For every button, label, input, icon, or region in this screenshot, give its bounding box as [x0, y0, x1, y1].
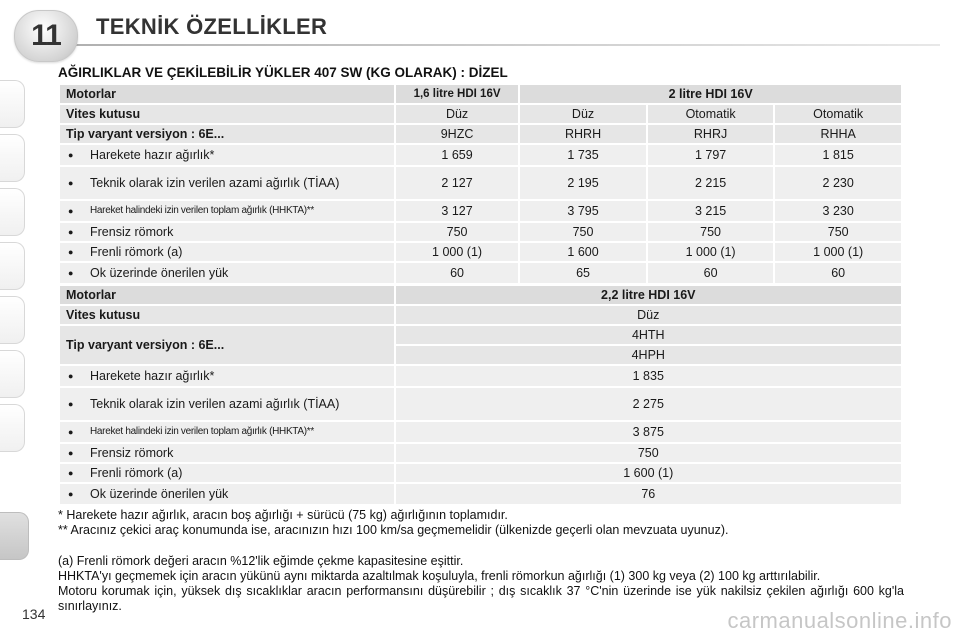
- weight-value: 750: [396, 444, 901, 462]
- variant-value: 4HTH: [396, 326, 901, 344]
- bullet-dot-icon: ●: [68, 178, 74, 188]
- section-title: AĞIRLIKLAR VE ÇEKİLEBİLİR YÜKLER 407 SW (KG OLARAK) : DİZEL: [58, 65, 508, 80]
- table-row: [60, 243, 901, 261]
- weight-label: Teknik olarak izin verilen azami ağırlık (TİAA): [90, 176, 340, 190]
- weight-label: Harekete hazır ağırlık*: [90, 369, 215, 383]
- weight-value: 3 230: [775, 201, 901, 221]
- table-row: [60, 366, 901, 386]
- weight-value: 3 215: [648, 201, 774, 221]
- variant-value: 4HPH: [396, 346, 901, 364]
- chapter-tabs: [0, 80, 28, 600]
- engine-row: [60, 286, 901, 304]
- weight-value: 2 275: [396, 388, 901, 420]
- page-number: 134: [22, 606, 46, 622]
- variant-label: Tip varyant versiyon : 6E...: [60, 125, 394, 143]
- weight-value: 3 795: [520, 201, 646, 221]
- weight-value: 1 797: [648, 145, 774, 165]
- weight-label: Hareket halindeki izin verilen toplam ağırlık (HHKTA)**: [90, 426, 314, 437]
- bullet-dot-icon: ●: [68, 268, 74, 278]
- weight-label: Frensiz römork: [90, 225, 174, 239]
- bullet-dot-icon: ●: [68, 206, 74, 216]
- weight-label: Frensiz römork: [90, 446, 174, 460]
- table-row: [60, 388, 901, 420]
- chapter-tab: [0, 350, 25, 398]
- table-row: [60, 145, 901, 165]
- weight-label: Hareket halindeki izin verilen toplam ağırlık (HHKTA)**: [90, 205, 314, 216]
- weight-value: 2 195: [520, 167, 646, 199]
- weight-value: 750: [648, 223, 774, 241]
- weight-value: 60: [648, 263, 774, 283]
- weight-value: 3 875: [396, 422, 901, 442]
- additional-notes: [58, 554, 904, 614]
- table-row: [60, 444, 901, 462]
- bullet-dot-icon: ●: [68, 247, 74, 257]
- weight-value: 2 127: [396, 167, 518, 199]
- chapter-tab: [0, 242, 25, 290]
- weight-label: Teknik olarak izin verilen azami ağırlık (TİAA): [90, 397, 340, 411]
- weight-value: 1 600 (1): [396, 464, 901, 482]
- table-row: [60, 201, 901, 221]
- bullet-dot-icon: ●: [68, 150, 74, 160]
- engine-value: 2,2 litre HDI 16V: [396, 286, 901, 304]
- engine-label: Motorlar: [60, 286, 394, 304]
- table-row: [60, 484, 901, 504]
- engine-value: 2 litre HDI 16V: [520, 85, 901, 103]
- weight-value: 750: [396, 223, 518, 241]
- weight-value: 750: [775, 223, 901, 241]
- gearbox-value: Otomatik: [648, 105, 774, 123]
- note-braked-trailer: (a) Frenli römork değeri aracın %12'lik eğimde çekme kapasitesine eşittir.: [58, 554, 464, 568]
- weights-table-2: [58, 284, 903, 506]
- weight-value: 1 000 (1): [648, 243, 774, 261]
- variant-row: [60, 326, 901, 344]
- table-row: [60, 223, 901, 241]
- chapter-tab: [0, 188, 25, 236]
- bullet-dot-icon: ●: [68, 371, 74, 381]
- footnote-ready-weight: * Harekete hazır ağırlık, aracın boş ağırlığı + sürücü (75 kg) ağırlığının toplamıdır.: [58, 508, 508, 522]
- watermark: carmanualsonline.info: [727, 608, 952, 633]
- weight-value: 76: [396, 484, 901, 504]
- weight-label: Ok üzerinde önerilen yük: [90, 487, 229, 501]
- chapter-tab: [0, 296, 25, 344]
- gearbox-value: Düz: [396, 105, 518, 123]
- weight-value: 750: [520, 223, 646, 241]
- variant-value: RHRH: [520, 125, 646, 143]
- bullet-dot-icon: ●: [68, 427, 74, 437]
- gearbox-row: [60, 306, 901, 324]
- weight-label: Frenli römork (a): [90, 466, 183, 480]
- variant-label: Tip varyant versiyon : 6E...: [60, 326, 394, 364]
- chapter-tab: [0, 404, 25, 452]
- note-engine-protection: Motoru korumak için, yüksek dış sıcaklıklar aracın performansını düşürebilir ; dış sıcaklık 37 °C'nin üzerinde ise yük nakilsiz çekilen ağırlığı 600 kg'la sınırlayınız.: [58, 584, 904, 613]
- note-hhkta: HHKTA'yı geçmemek için aracın yükünü aynı miktarda azaltılmak koşuluyla, frenli römorkun ağırlığı (1) 300 kg veya (2) 100 kg arttırılabilir.: [58, 569, 821, 583]
- table-row: [60, 422, 901, 442]
- variant-value: RHRJ: [648, 125, 774, 143]
- gearbox-label: Vites kutusu: [60, 306, 394, 324]
- weight-value: 1 000 (1): [775, 243, 901, 261]
- gearbox-value: Otomatik: [775, 105, 901, 123]
- page-title: TEKNİK ÖZELLİKLER: [96, 14, 328, 39]
- bullet-dot-icon: ●: [68, 448, 74, 458]
- chapter-tab: [0, 134, 25, 182]
- page-header: [0, 0, 960, 62]
- engine-row: [60, 85, 901, 103]
- weight-value: 60: [775, 263, 901, 283]
- weight-label: Frenli römork (a): [90, 245, 183, 259]
- variant-row: [60, 125, 901, 143]
- chapter-number-badge: 11: [14, 10, 78, 62]
- weight-label: Ok üzerinde önerilen yük: [90, 266, 229, 280]
- weight-value: 2 215: [648, 167, 774, 199]
- table-row: [60, 464, 901, 482]
- gearbox-label: Vites kutusu: [60, 105, 394, 123]
- bullet-dot-icon: ●: [68, 468, 74, 478]
- chapter-tab-active: [0, 512, 29, 560]
- weight-label: Harekete hazır ağırlık*: [90, 148, 215, 162]
- weight-value: 1 835: [396, 366, 901, 386]
- variant-value: RHHA: [775, 125, 901, 143]
- chapter-tab: [0, 80, 25, 128]
- header-divider: [70, 44, 940, 46]
- engine-value: 1,6 litre HDI 16V: [396, 85, 518, 103]
- weight-value: 1 000 (1): [396, 243, 518, 261]
- weight-value: 1 735: [520, 145, 646, 165]
- weights-table-1: [58, 83, 903, 285]
- weight-value: 1 815: [775, 145, 901, 165]
- variant-value: 9HZC: [396, 125, 518, 143]
- bullet-dot-icon: ●: [68, 489, 74, 499]
- footnotes: [58, 508, 904, 538]
- bullet-dot-icon: ●: [68, 399, 74, 409]
- weight-value: 1 659: [396, 145, 518, 165]
- gearbox-value: Düz: [396, 306, 901, 324]
- engine-label: Motorlar: [60, 85, 394, 103]
- gearbox-row: [60, 105, 901, 123]
- weight-value: 2 230: [775, 167, 901, 199]
- table-row: [60, 167, 901, 199]
- table-row: [60, 263, 901, 283]
- weight-value: 3 127: [396, 201, 518, 221]
- bullet-dot-icon: ●: [68, 227, 74, 237]
- gearbox-value: Düz: [520, 105, 646, 123]
- weight-value: 60: [396, 263, 518, 283]
- weight-value: 1 600: [520, 243, 646, 261]
- weight-value: 65: [520, 263, 646, 283]
- footnote-towing-speed: ** Aracınız çekici araç konumunda ise, aracınızın hızı 100 km/sa geçmemelidir (ülkenizde geçerli olan mevzuata uyunuz).: [58, 523, 729, 537]
